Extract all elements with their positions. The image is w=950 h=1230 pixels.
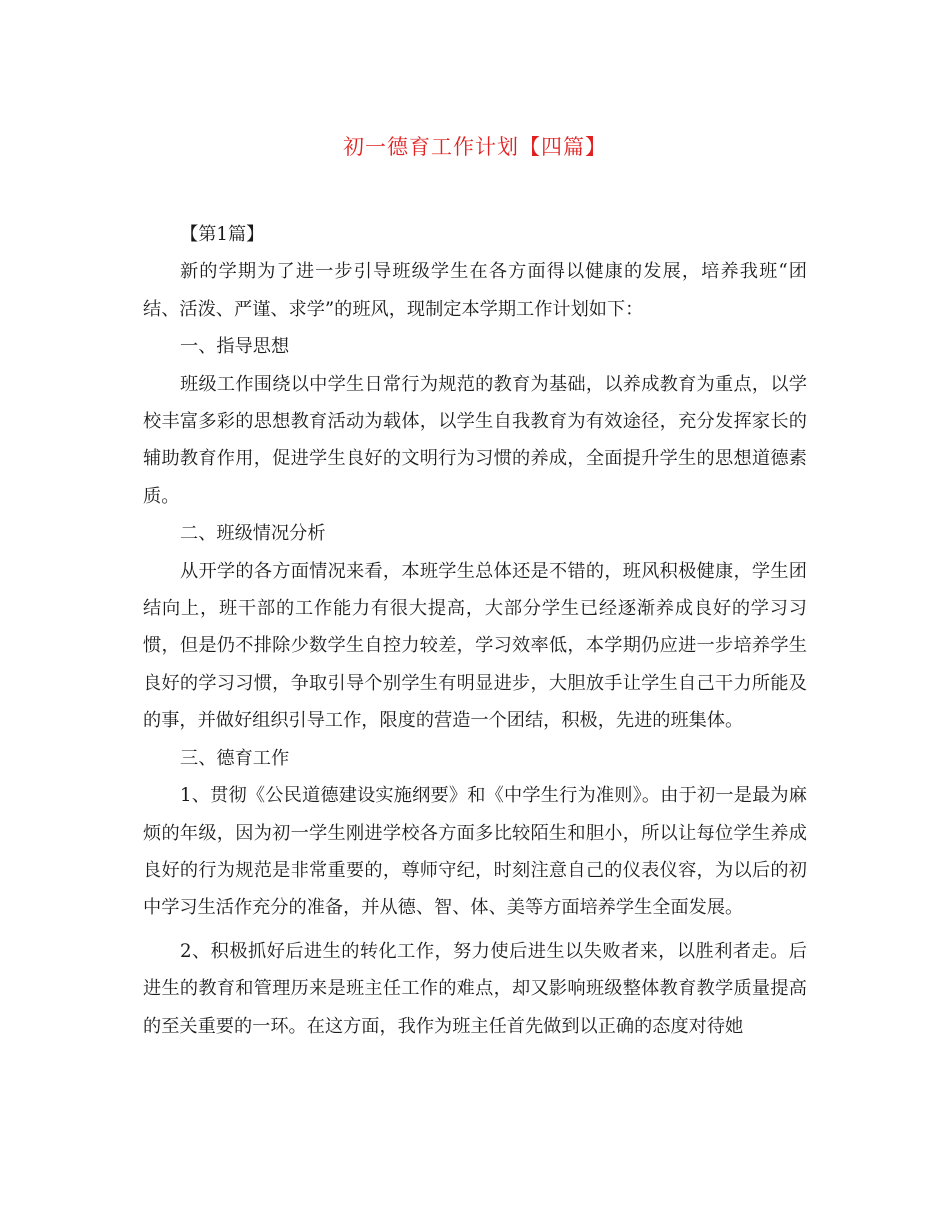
document-body [143,216,807,1045]
section-label-part-1: 【第1篇】 [180,224,265,245]
document-title: 初一德育工作计划【四篇】 [343,135,607,159]
heading-class-analysis: 二、班级情况分析 [180,523,326,545]
heading-guiding-ideology: 一、指导思想 [180,336,290,358]
paragraph-class-analysis: 从开学的各方面情况来看，本班学生总体还是不错的，班风积极健康，学生团结向上，班干部的工作能力有很大提高，大部分学生已经逐渐养成良好的学习习惯，但是仍不排除少数学生自控力较差，学习效率低，本学期仍应进一步培养学生良好的学习习惯，争取引导个别学生有明显进步，大胆放手让学生自己干力所能及的事，并做好组织引导工作，限度的营造一个团结，积极，先进的班集体。 [143,560,807,732]
paragraph-item-1: 1、贯彻《公民道德建设实施纲要》和《中学生行为准则》。由于初一是最为麻烦的年级，因为初一学生刚进学校各方面多比较陌生和胆小，所以让每位学生养成良好的行为规范是非常重要的，尊师守纪，时刻注意自己的仪表仪容，为以后的初中学习生活作充分的准备，并从德、智、体、美等方面培养学生全面发展。 [143,785,807,919]
paragraph-item-2: 2、积极抓好后进生的转化工作，努力使后进生以失败者来，以胜利者走。后进生的教育和管理历来是班主任工作的难点，却又影响班级整体教育教学质量提高的至关重要的一环。在这方面，我作为班主任首先做到以正确的态度对待她 [143,940,807,1037]
intro-paragraph: 新的学期为了进一步引导班级学生在各方面得以健康的发展，培养我班“团结、活泼、严谨、求学”的班风，现制定本学期工作计划如下： [143,261,807,320]
heading-moral-education: 三、德育工作 [180,747,290,769]
paragraph-guiding-ideology: 班级工作围绕以中学生日常行为规范的教育为基础，以养成教育为重点，以学校丰富多彩的思想教育活动为载体，以学生自我教育为有效途径，充分发挥家长的辅助教育作用，促进学生良好的文明行为习惯的养成，全面提升学生的思想道德素质。 [143,373,807,507]
